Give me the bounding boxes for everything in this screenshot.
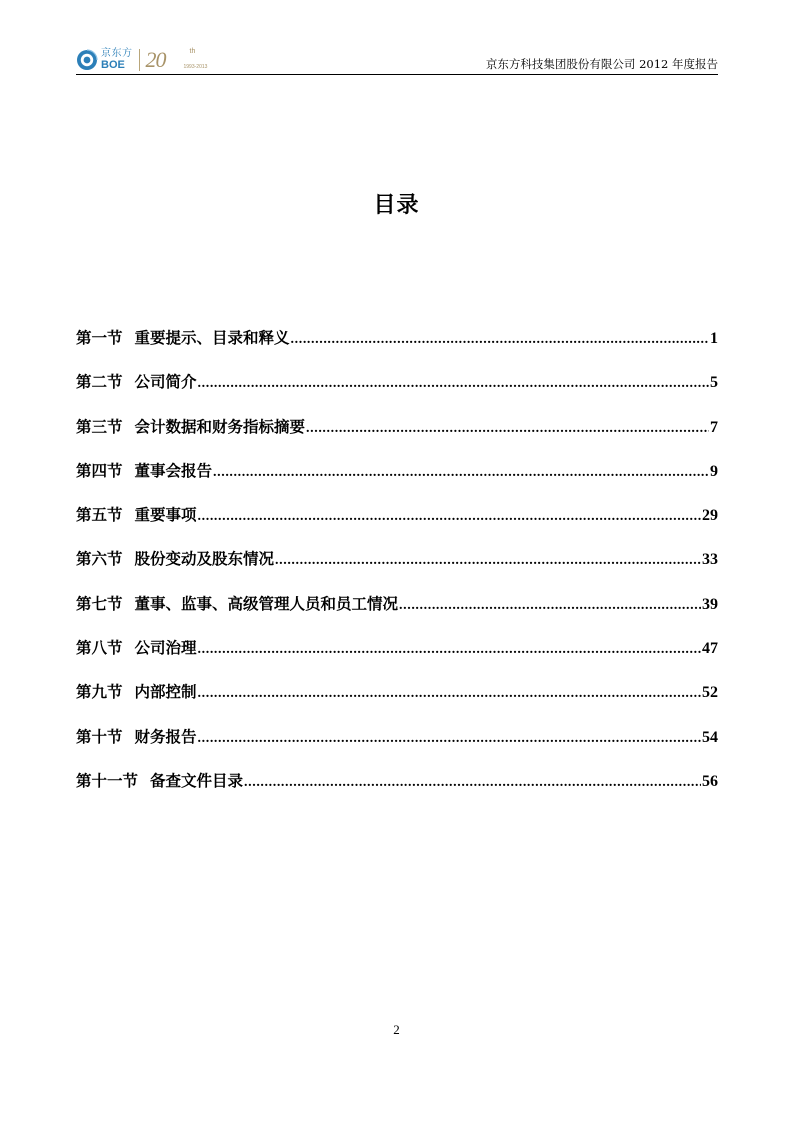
toc-title: 股份变动及股东情况 [134,550,275,569]
page-number: 2 [393,1022,400,1037]
toc-leader [399,598,701,614]
toc-section: 第二节 [76,373,123,392]
toc-page: 5 [710,374,718,392]
company-logo [76,46,210,74]
boe-logo-icon [76,49,98,71]
toc-entry[interactable] [76,415,718,459]
toc-title: 备查文件目录 [150,771,244,790]
toc-section: 第九节 [76,683,123,702]
toc-section: 第一节 [76,329,123,347]
toc-entry[interactable] [76,725,718,769]
toc-title: 会计数据和财务指标摘要 [134,417,306,436]
logo-wordmark [101,49,133,71]
toc-page: 39 [702,595,718,613]
toc-section: 第七节 [76,594,123,613]
toc-entry[interactable] [76,547,718,591]
toc-page: 1 [710,330,718,347]
logo-en: BOE [101,59,125,71]
toc-leader [198,376,709,392]
toc-leader [198,686,701,702]
toc-leader [198,731,701,747]
toc-entry[interactable] [76,326,718,370]
toc-leader [291,332,709,348]
toc-leader [198,642,701,658]
toc-page: 33 [702,551,718,569]
page-title: 目录 [373,193,420,218]
toc-title: 财务报告 [134,727,197,746]
toc-entry[interactable] [76,636,718,680]
logo-cn: 京东方 [101,48,133,59]
header-divider [76,74,718,75]
toc-leader [306,421,709,437]
toc-section: 第六节 [76,550,123,569]
toc-entry[interactable] [76,680,718,724]
toc-title: 董事、监事、高级管理人员和员工情况 [134,594,399,613]
toc-section: 第十节 [76,727,123,746]
logo-divider [139,49,140,71]
toc-entry[interactable] [76,370,718,414]
toc-leader [275,553,701,569]
toc-page: 54 [702,728,718,746]
anniversary-mark [146,47,210,73]
toc-title: 重要提示、目录和释义 [134,329,290,347]
anniversary-suffix: th [189,48,196,55]
toc-title: 内部控制 [134,683,197,702]
anniversary-years: 1993-2013 [183,64,208,70]
toc-page: 29 [702,507,718,525]
toc-section: 第五节 [76,506,123,525]
table-of-contents [76,326,718,813]
toc-entry[interactable] [76,769,718,813]
toc-entry[interactable] [76,592,718,636]
anniversary-number: 20 [145,47,166,72]
toc-leader [198,509,701,525]
toc-entry[interactable] [76,459,718,503]
toc-page: 47 [702,640,718,658]
report-title: 京东方科技集团股份有限公司 2012 年度报告 [485,57,718,71]
toc-page: 52 [702,684,718,702]
toc-entry[interactable] [76,503,718,547]
toc-title: 公司治理 [134,639,197,658]
toc-page: 7 [710,418,718,436]
toc-section: 第四节 [76,461,123,480]
toc-title: 重要事项 [134,506,197,525]
toc-page: 9 [710,462,718,480]
toc-page: 56 [702,772,718,790]
toc-title: 董事会报告 [134,461,213,480]
toc-leader [213,465,709,481]
toc-section: 第十一节 [76,771,139,790]
toc-section: 第八节 [76,639,123,658]
toc-title: 公司简介 [134,373,197,392]
toc-section: 第三节 [76,417,123,436]
toc-leader [244,775,701,791]
page-header [76,44,718,76]
